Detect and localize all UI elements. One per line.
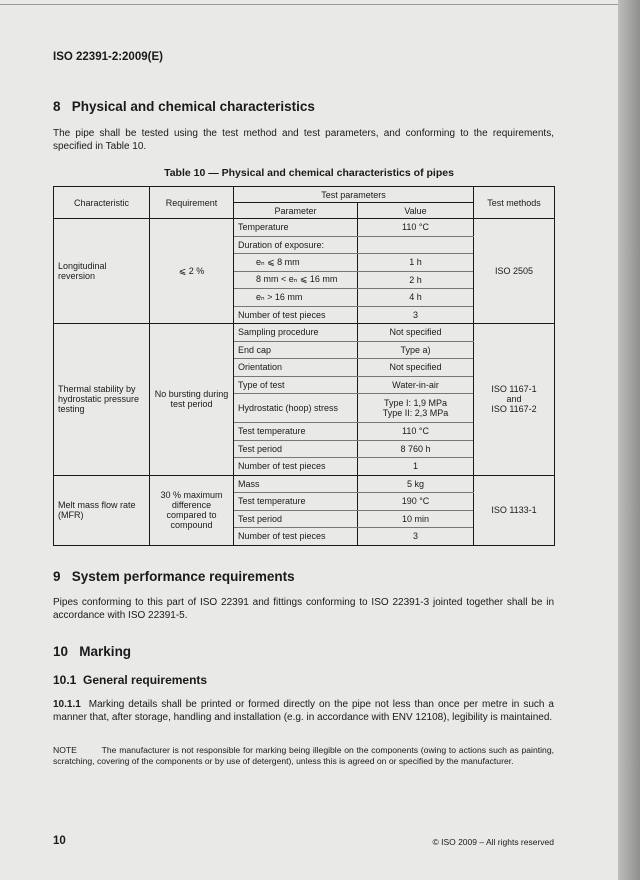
top-edge-line [0,4,618,5]
page-number: 10 [53,835,66,847]
section-8-body: The pipe shall be tested using the test method and test parameters, and conforming to the requirements, specified in Table 10. [53,128,554,152]
table-caption: Table 10 — Physical and chemical characteristics of pipes [164,167,454,179]
parameter-cell: Number of test pieces [234,528,358,546]
section-9-body: Pipes conforming to this part of ISO 22391 and fittings conforming to ISO 22391-3 jointed together shall be in accordance with ISO 22391-5. [53,597,554,621]
parameter-cell: Temperature [234,219,358,237]
table-row [54,324,555,342]
document-header-id: ISO 22391-2:2009(E) [53,51,163,63]
note [53,745,554,767]
value-cell: Not specified [358,359,474,377]
parameter-cell: 8 mm < eₙ ⩽ 16 mm [234,271,358,289]
subsection-number: 10.1 [53,673,77,687]
value-cell: 1 h [358,254,474,272]
value-cell: 4 h [358,289,474,307]
section-number: 8 [53,99,61,114]
section-title: System performance requirements [71,569,295,584]
requirement-cell: ⩽ 2 % [150,219,234,324]
value-cell: Type a) [358,341,474,359]
clause-number: 10.1.1 [53,699,81,710]
value-cell: 3 [358,528,474,546]
parameter-cell: Orientation [234,359,358,377]
test-method-cell: ISO 1133-1 [474,475,555,545]
value-cell: 10 min [358,510,474,528]
clause-body: Marking details shall be printed or formed directly on the pipe not less than once per metre in such a manner that, after storage, handling and installation (e.g. in accordance with ENV 12108), legibility is maintained. [53,699,554,723]
test-method-cell: ISO 2505 [474,219,555,324]
value-cell: Water-in-air [358,376,474,394]
clause-10-1-1 [53,698,554,724]
section-number: 9 [53,569,61,584]
parameter-cell: Duration of exposure: [234,236,358,254]
header-test-methods: Test methods [474,187,555,219]
parameter-cell: Mass [234,475,358,493]
section-10-heading [53,644,131,659]
section-9-heading [53,569,295,584]
scan-page-edge [618,0,640,880]
section-title: Physical and chemical characteristics [71,99,315,114]
value-cell: 1 [358,458,474,476]
characteristic-cell: Longitudinal reversion [54,219,150,324]
header-parameter: Parameter [234,203,358,219]
value-cell: 110 °C [358,219,474,237]
table-row [54,219,555,237]
parameter-cell: Number of test pieces [234,458,358,476]
test-method-cell: ISO 1167-1 and ISO 1167-2 [474,324,555,476]
requirement-cell: No bursting during test period [150,324,234,476]
value-cell [358,236,474,254]
value-cell: Type I: 1,9 MPa Type II: 2,3 MPa [358,394,474,423]
parameter-cell: Test period [234,440,358,458]
properties-table [53,186,555,546]
parameter-cell: Number of test pieces [234,306,358,324]
section-number: 10 [53,644,69,659]
subsection-title: General requirements [83,673,208,687]
table-row [54,475,555,493]
note-label: NOTE [53,745,77,755]
value-cell: 5 kg [358,475,474,493]
header-value: Value [358,203,474,219]
note-body: The manufacturer is not responsible for marking being illegible on the components (owing to actions such as painting, scratching, covering of the components or by use of detergent), unless this is agreed on or specified by the manufacturer. [53,745,554,766]
header-test-parameters: Test parameters [234,187,474,203]
parameter-cell: Hydrostatic (hoop) stress [234,394,358,423]
header-characteristic: Characteristic [54,187,150,219]
value-cell: 8 760 h [358,440,474,458]
subsection-heading [53,673,207,687]
section-8-heading [53,99,315,114]
parameter-cell: Test temperature [234,423,358,441]
value-cell: 190 °C [358,493,474,511]
value-cell: 110 °C [358,423,474,441]
characteristic-cell: Melt mass flow rate (MFR) [54,475,150,545]
value-cell: 2 h [358,271,474,289]
parameter-cell: Type of test [234,376,358,394]
parameter-cell: eₙ ⩽ 8 mm [234,254,358,272]
requirement-cell: 30 % maximum difference compared to compound [150,475,234,545]
characteristic-cell: Thermal stability by hydrostatic pressure testing [54,324,150,476]
parameter-cell: End cap [234,341,358,359]
parameter-cell: Test temperature [234,493,358,511]
value-cell: 3 [358,306,474,324]
parameter-cell: eₙ > 16 mm [234,289,358,307]
parameter-cell: Sampling procedure [234,324,358,342]
header-requirement: Requirement [150,187,234,219]
parameter-cell: Test period [234,510,358,528]
value-cell: Not specified [358,324,474,342]
copyright: © ISO 2009 – All rights reserved [432,837,554,847]
section-title: Marking [79,644,132,659]
